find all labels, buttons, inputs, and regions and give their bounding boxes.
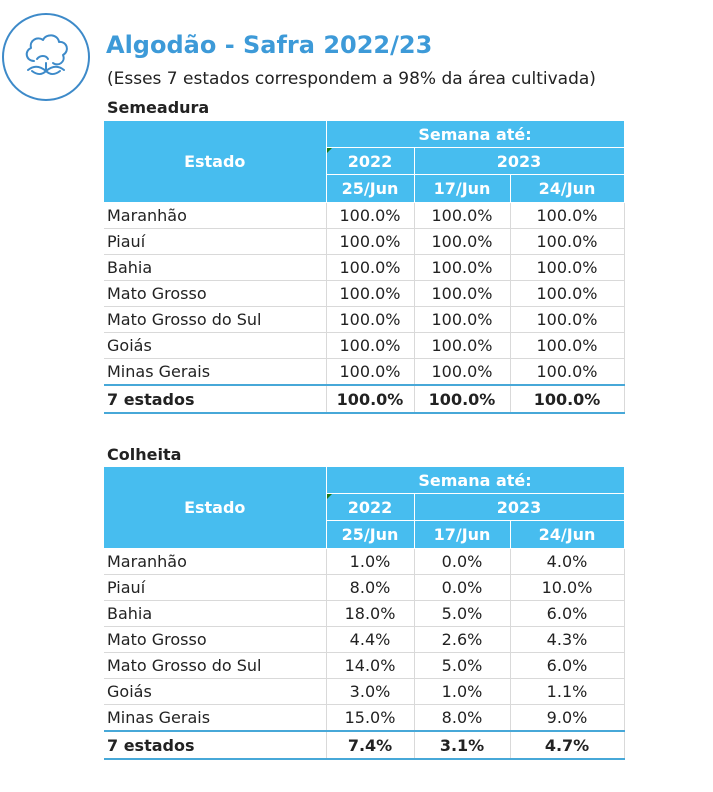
value-cell: 100.0% [326,359,414,386]
column-header-year-2023: 2023 [414,494,624,521]
state-cell: Minas Gerais [104,359,326,386]
value-cell: 100.0% [414,333,510,359]
state-cell: Bahia [104,255,326,281]
value-cell: 4.4% [326,627,414,653]
state-cell: Mato Grosso [104,627,326,653]
value-cell: 100.0% [414,255,510,281]
value-cell: 4.0% [510,549,624,575]
value-cell: 100.0% [414,281,510,307]
column-header-estado: Estado [104,467,326,549]
value-cell: 18.0% [326,601,414,627]
total-row [104,385,624,413]
table-row [104,203,624,229]
state-cell: Maranhão [104,549,326,575]
value-cell: 4.3% [510,627,624,653]
column-header-year-2022 [326,494,414,521]
column-header-semana: Semana até: [326,467,624,494]
value-cell: 100.0% [414,359,510,386]
value-cell: 5.0% [414,653,510,679]
value-cell: 6.0% [510,601,624,627]
column-header-semana: Semana até: [326,121,624,148]
column-header-year-2023: 2023 [414,148,624,175]
table-row [104,679,624,705]
value-cell: 100.0% [510,307,624,333]
value-cell: 10.0% [510,575,624,601]
section-label-colheita: Colheita [107,445,182,464]
state-cell: Piauí [104,229,326,255]
total-value: 100.0% [326,385,414,413]
value-cell: 100.0% [326,333,414,359]
table-row [104,549,624,575]
state-cell: Goiás [104,679,326,705]
total-row [104,731,624,759]
value-cell: 100.0% [326,255,414,281]
column-header-date: 24/Jun [510,175,624,203]
semeadura-table [104,120,625,414]
state-cell: Goiás [104,333,326,359]
column-header-date: 24/Jun [510,521,624,549]
value-cell: 100.0% [326,307,414,333]
value-cell: 5.0% [414,601,510,627]
table-row [104,359,624,386]
table-row [104,653,624,679]
year-label: 2022 [347,151,393,171]
section-label-semeadura: Semeadura [107,98,210,117]
table-row [104,281,624,307]
table-row [104,601,624,627]
cotton-boll-icon [4,15,88,99]
column-header-date: 17/Jun [414,521,510,549]
value-cell: 3.0% [326,679,414,705]
value-cell: 15.0% [326,705,414,732]
value-cell: 100.0% [326,281,414,307]
total-label: 7 estados [104,731,326,759]
value-cell: 8.0% [326,575,414,601]
total-value: 3.1% [414,731,510,759]
value-cell: 100.0% [414,229,510,255]
value-cell: 2.6% [414,627,510,653]
table-row [104,705,624,732]
value-cell: 1.0% [326,549,414,575]
state-cell: Minas Gerais [104,705,326,732]
year-label: 2022 [347,497,393,517]
table-row [104,307,624,333]
column-header-date: 25/Jun [326,175,414,203]
column-header-date: 25/Jun [326,521,414,549]
value-cell: 100.0% [326,203,414,229]
value-cell: 100.0% [510,255,624,281]
table-row [104,333,624,359]
table-row [104,575,624,601]
value-cell: 100.0% [510,281,624,307]
state-cell: Mato Grosso do Sul [104,307,326,333]
page-subtitle: (Esses 7 estados correspondem a 98% da área cultivada) [107,69,596,89]
state-cell: Piauí [104,575,326,601]
cell-marker [327,148,332,153]
value-cell: 100.0% [414,203,510,229]
column-header-estado: Estado [104,121,326,203]
total-label: 7 estados [104,385,326,413]
state-cell: Bahia [104,601,326,627]
page-title: Algodão - Safra 2022/23 [106,31,433,59]
state-cell: Mato Grosso do Sul [104,653,326,679]
cell-marker [327,494,332,499]
table-row [104,229,624,255]
value-cell: 1.1% [510,679,624,705]
value-cell: 100.0% [510,229,624,255]
value-cell: 100.0% [510,203,624,229]
value-cell: 0.0% [414,549,510,575]
value-cell: 100.0% [510,333,624,359]
value-cell: 100.0% [326,229,414,255]
colheita-table [104,466,625,760]
state-cell: Maranhão [104,203,326,229]
cotton-logo [2,13,90,101]
table-row [104,255,624,281]
column-header-date: 17/Jun [414,175,510,203]
state-cell: Mato Grosso [104,281,326,307]
column-header-year-2022 [326,148,414,175]
value-cell: 100.0% [414,307,510,333]
value-cell: 8.0% [414,705,510,732]
table-row [104,627,624,653]
value-cell: 0.0% [414,575,510,601]
total-value: 100.0% [414,385,510,413]
value-cell: 1.0% [414,679,510,705]
value-cell: 9.0% [510,705,624,732]
value-cell: 100.0% [510,359,624,386]
value-cell: 14.0% [326,653,414,679]
total-value: 7.4% [326,731,414,759]
total-value: 100.0% [510,385,624,413]
total-value: 4.7% [510,731,624,759]
value-cell: 6.0% [510,653,624,679]
